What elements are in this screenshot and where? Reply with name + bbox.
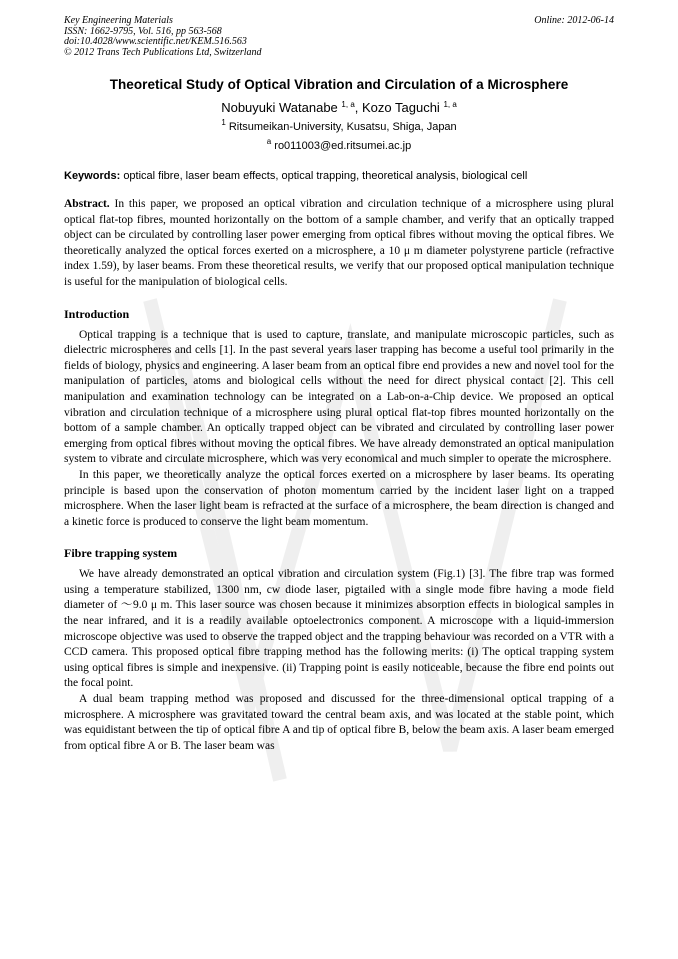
keywords-text: optical fibre, laser beam effects, optical trapping, theoretical analysis, biological cell — [123, 170, 528, 182]
abstract-text: In this paper, we proposed an optical vibration and circulation technique of a microsphere using plural optical flat-top fibres, mounted horizontally on the bottom of a sample chamber, and verify that an optically trapped object can be circulated by controlling laser power emerging from optical fibres without moving the optical fibres. We theoretically analyzed the optical forces exerted on a microsphere, a 10 μ m diameter polystyrene particle (refractive index 1.59), by laser beams. From these theoretical results, we verify that our proposed optical manipulation technique is useful for the manipulation of biological cells. — [64, 198, 614, 288]
journal-header — [64, 16, 614, 58]
paragraph: A dual beam trapping method was proposed and discussed for the three-dimensional optical trapping of a microsphere. A microsphere was gravitated toward the central beam axis, and was located at the stable point, which was equidistant between the tip of optical fibre A and tip of optical fibre B, below the beam axis. A laser beam emerged from optical fibre A or B. The laser beam was — [64, 693, 614, 752]
author-name: Kozo Taguchi — [362, 100, 440, 115]
email — [64, 137, 614, 152]
section-heading-fibre-trapping: Fibre trapping system — [64, 546, 178, 561]
section-heading-introduction: Introduction — [64, 306, 130, 321]
abstract — [64, 197, 614, 291]
affiliation — [64, 118, 614, 133]
author-line — [64, 100, 614, 115]
doi-line: doi:10.4028/www.scientific.net/KEM.516.563 — [64, 36, 247, 47]
author-name: Nobuyuki Watanabe — [221, 100, 338, 115]
paragraph: We have already demonstrated an optical vibration and circulation system (Fig.1) [3]. The fibre trap was formed using a temperature stabilized, 1300 nm, cw diode laser, pigtailed with a single mode fibre having a mode field diameter of ～9.0 μ m. This laser source was chosen because it minimizes absorption effects in biological samples in the near infrared, and it is a readily available optoelectronics component. A microscope with a liquid-immersion microscope objective was used to observe the trapped object and the trapping behaviour was recorded on a VTR with a CCD camera. This proposed optical fibre trapping method has the following merits: (i) The optical trapping system using optical fibres is simple and inexpensive. (ii) Trapping point is easily noticeable, because the fibre end points out the focal point. — [64, 568, 614, 690]
abstract-label: Abstract. — [64, 198, 110, 210]
issn-line: ISSN: 1662-9795, Vol. 516, pp 563-568 — [64, 25, 222, 37]
paragraph: In this paper, we theoretically analyze the optical forces exerted on a microsphere by laser beams. Its operating principle is based upon the conservation of photon momentum carried by the incident laser light on a trapped microsphere. When the laser light beam is refracted at the surface of a microsphere, the beam direction is changed and a kinetic force is produced to conserve the light beam momentum. — [64, 468, 614, 528]
online-date: Online: 2012-06-14 — [534, 15, 614, 26]
author-superscript: 1, a — [341, 100, 355, 109]
keywords — [64, 170, 614, 182]
author-separator: , — [354, 100, 362, 115]
fibre-trapping-body — [64, 567, 614, 754]
email-address: ro011003@ed.ritsumei.ac.jp — [274, 140, 412, 152]
affiliation-superscript: 1 — [221, 118, 226, 127]
paper-title: Theoretical Study of Optical Vibration and Circulation of a Microsphere — [109, 77, 569, 92]
affiliation-text: Ritsumeikan-University, Kusatsu, Shiga, Japan — [228, 121, 457, 133]
author-superscript: 1, a — [443, 100, 457, 109]
copyright-line: © 2012 Trans Tech Publications Ltd, Switzerland — [64, 46, 262, 58]
journal-name: Key Engineering Materials — [64, 15, 173, 26]
email-superscript: a — [266, 137, 272, 146]
paragraph: Optical trapping is a technique that is used to capture, translate, and manipulate microscopic particles, such as dielectric microspheres and cells [1]. In the past several years laser trapping has become a useful tool primarily in the fields of biology, physics and engineering. A laser beam from an optical fibre end provides a new and novel tool for the manipulation of particles, atoms and biological cells without the need for direct physical contact [2]. This cell manipulation and examination technology can be integrated on a Lab-on-a-Chip device. We proposed an optical vibration and circulation technique of a microsphere using plural optical flat-top fibres mounted horizontally on the bottom of a sample chamber. An optically trapped object can be vibrated and circulated by controlling laser power emerging from optical fibres without moving the optical fibres. We have already demonstrated an optical manipulation system to vibrate and circulate microsphere, which was very economical and much simpler to operate the microsphere. — [64, 328, 614, 466]
keywords-label: Keywords: — [64, 170, 121, 182]
introduction-body — [64, 328, 614, 531]
